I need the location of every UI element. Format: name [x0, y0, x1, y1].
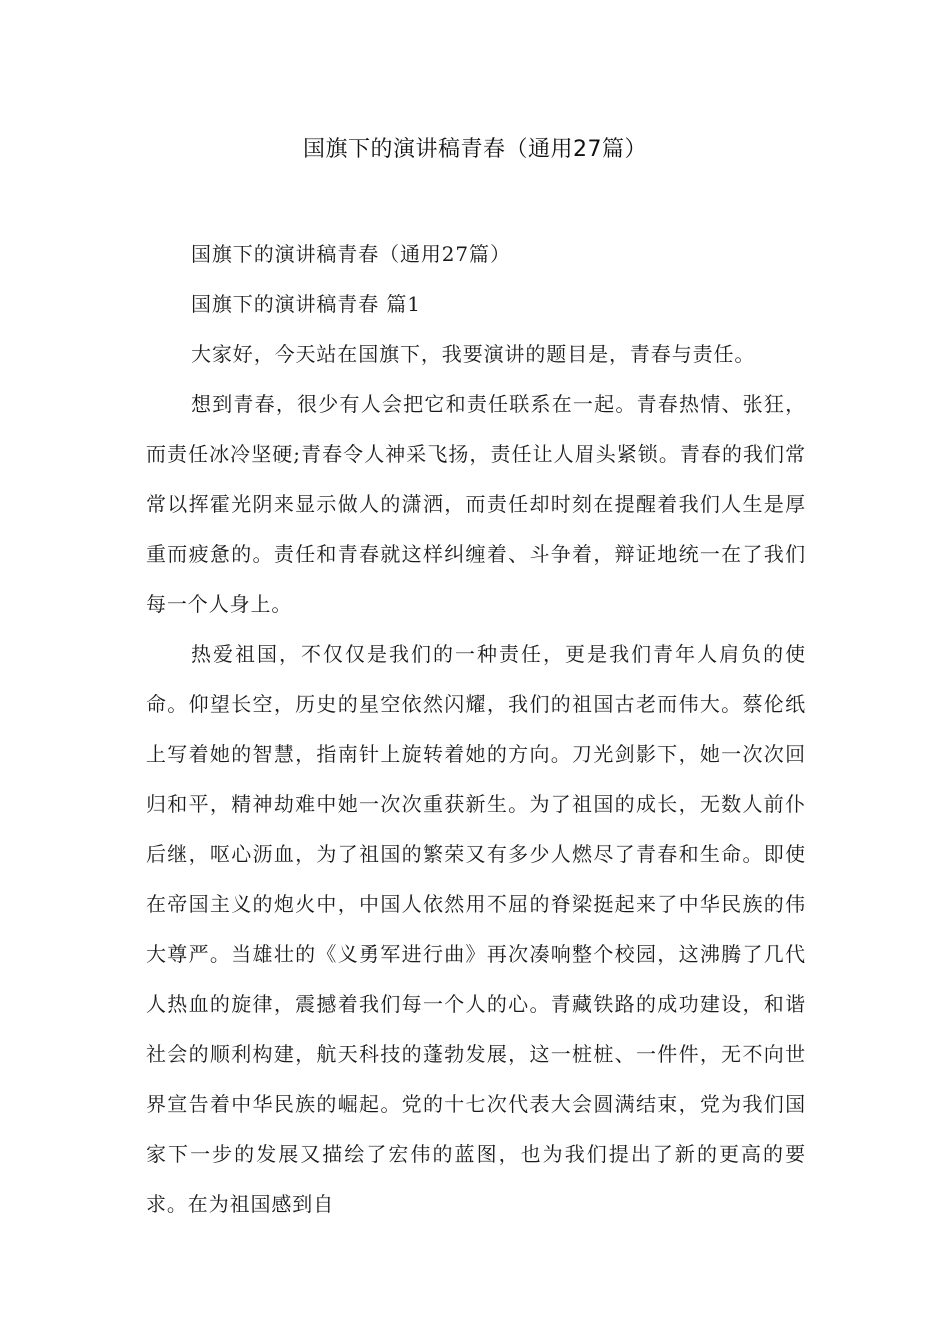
- document-title: 国旗下的演讲稿青春（通用27篇）: [303, 137, 647, 162]
- paragraph-youth-responsibility: 想到青春，很少有人会把它和责任联系在一起。青春热情、张狂，而责任冰冷坚硬;青春令人神采飞扬，责任让人眉头紧锁。青春的我们常常以挥霍光阴来显示做人的潇洒，而责任却时刻在提醒着我们人生是厚重而疲惫的。责任和青春就这样纠缠着、斗争着，辩证地统一在了我们每一个人身上。: [146, 392, 806, 616]
- document-body: [146, 229, 806, 1229]
- section-heading: 国旗下的演讲稿青春 篇1: [191, 292, 421, 316]
- paragraph-love-motherland: 热爱祖国，不仅仅是我们的一种责任，更是我们青年人肩负的使命。仰望长空，历史的星空依然闪耀，我们的祖国古老而伟大。蔡伦纸上写着她的智慧，指南针上旋转着她的方向。刀光剑影下，她一次次回归和平，精神劫难中她一次次重获新生。为了祖国的成长，无数人前仆后继，呕心沥血，为了祖国的繁荣又有多少人燃尽了青春和生命。即使在帝国主义的炮火中，中国人依然用不屈的脊梁挺起来了中华民族的伟大尊严。当雄壮的《义勇军进行曲》再次凑响整个校园，这沸腾了几代人热血的旋律，震撼着我们每一个人的心。青藏铁路的成功建设，和谐社会的顺利构建，航天科技的蓬勃发展，这一桩桩、一件件，无不向世界宣告着中华民族的崛起。党的十七次代表大会圆满结束，党为我们国家下一步的发展又描绘了宏伟的蓝图，也为我们提出了新的更高的要求。在为祖国感到自: [146, 642, 806, 1216]
- body-subtitle: 国旗下的演讲稿青春（通用27篇）: [191, 242, 511, 266]
- paragraph-greeting: 大家好，今天站在国旗下，我要演讲的题目是，青春与责任。: [191, 342, 756, 366]
